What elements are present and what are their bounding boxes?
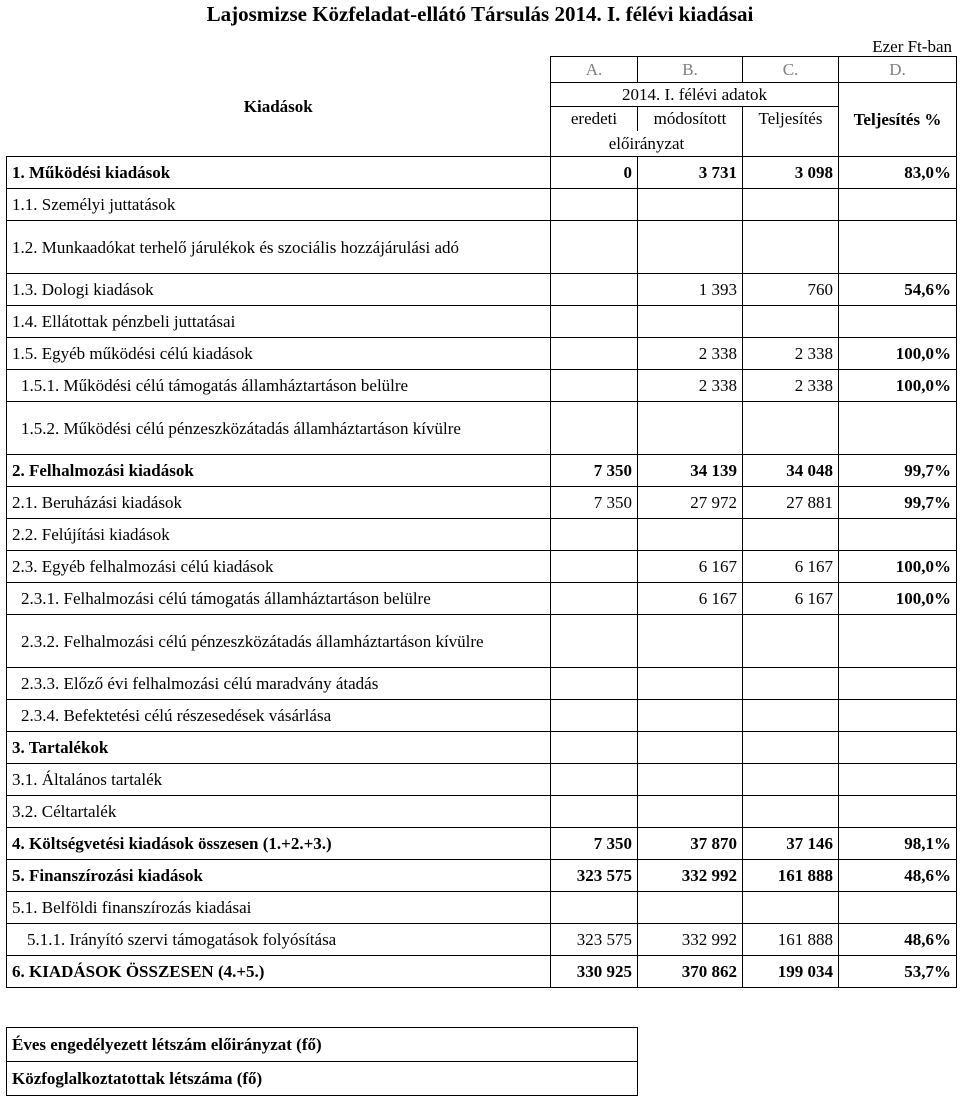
cell-modositott: 332 992: [638, 924, 743, 956]
header-letter-d: D.: [839, 57, 957, 83]
cell-modositott: [638, 402, 743, 455]
cell-teljesites: 161 888: [743, 860, 839, 892]
table-row: [7, 221, 957, 274]
cell-modositott: [638, 892, 743, 924]
table-row: [7, 487, 957, 519]
table-row: [7, 796, 957, 828]
table-row: [7, 455, 957, 487]
cell-modositott: [638, 732, 743, 764]
header-eredeti: eredeti: [551, 107, 638, 131]
cell-teljesites: [743, 668, 839, 700]
table-row: [7, 860, 957, 892]
header-eloiranyzat: előirányzat: [551, 131, 743, 157]
cell-teljesites-pct: [839, 221, 957, 274]
cell-modositott: 3 731: [638, 157, 743, 189]
cell-modositott: 2 338: [638, 370, 743, 402]
cell-modositott: [638, 519, 743, 551]
cell-teljesites: 2 338: [743, 370, 839, 402]
cell-teljesites-pct: 100,0%: [839, 370, 957, 402]
row-label: 2.3.2. Felhalmozási célú pénzeszközátadás államháztartáson kívülre: [7, 615, 551, 668]
cell-teljesites-pct: [839, 189, 957, 221]
cell-eredeti: [551, 221, 638, 274]
cell-eredeti: [551, 551, 638, 583]
cell-teljesites: 6 167: [743, 583, 839, 615]
cell-eredeti: [551, 700, 638, 732]
table-row: [7, 274, 957, 306]
cell-teljesites-pct: 100,0%: [839, 551, 957, 583]
cell-teljesites: [743, 796, 839, 828]
row-label: 1. Működési kiadások: [7, 157, 551, 189]
cell-teljesites-pct: [839, 519, 957, 551]
row-label: 4. Költségvetési kiadások összesen (1.+2.+3.): [7, 828, 551, 860]
cell-teljesites-pct: [839, 306, 957, 338]
cell-modositott: 34 139: [638, 455, 743, 487]
cell-teljesites: [743, 221, 839, 274]
table-row: [7, 402, 957, 455]
cell-modositott: [638, 796, 743, 828]
cell-modositott: [638, 189, 743, 221]
cell-teljesites: 34 048: [743, 455, 839, 487]
cell-teljesites-pct: 100,0%: [839, 338, 957, 370]
table-row: [7, 668, 957, 700]
row-label: 6. KIADÁSOK ÖSSZESEN (4.+5.): [7, 956, 551, 988]
cell-modositott: 27 972: [638, 487, 743, 519]
row-label: 3.2. Céltartalék: [7, 796, 551, 828]
row-label: 1.5.2. Működési célú pénzeszközátadás államháztartáson kívülre: [7, 402, 551, 455]
cell-eredeti: [551, 764, 638, 796]
cell-teljesites: 760: [743, 274, 839, 306]
cell-teljesites: [743, 892, 839, 924]
row-label: 2.3.4. Befektetési célú részesedések vásárlása: [7, 700, 551, 732]
header-empty: [743, 131, 839, 157]
table-row: [7, 370, 957, 402]
cell-eredeti: 7 350: [551, 455, 638, 487]
cell-teljesites: [743, 402, 839, 455]
cell-teljesites-pct: 98,1%: [839, 828, 957, 860]
row-label: 2. Felhalmozási kiadások: [7, 455, 551, 487]
cell-teljesites-pct: 99,7%: [839, 455, 957, 487]
cell-teljesites-pct: 53,7%: [839, 956, 957, 988]
table-row: [7, 764, 957, 796]
header-letter-c: C.: [743, 57, 839, 83]
cell-eredeti: [551, 338, 638, 370]
cell-eredeti: [551, 519, 638, 551]
cell-eredeti: [551, 668, 638, 700]
cell-modositott: [638, 615, 743, 668]
cell-teljesites: [743, 764, 839, 796]
table-body: [7, 157, 957, 988]
cell-teljesites: [743, 306, 839, 338]
cell-eredeti: [551, 402, 638, 455]
cell-teljesites-pct: 54,6%: [839, 274, 957, 306]
cell-eredeti: [551, 370, 638, 402]
table-row: [7, 551, 957, 583]
cell-modositott: 370 862: [638, 956, 743, 988]
cell-teljesites-pct: [839, 700, 957, 732]
cell-teljesites-pct: [839, 732, 957, 764]
headcount-plan-label: Éves engedélyezett létszám előirányzat (fő): [7, 1028, 638, 1062]
table-row: [7, 700, 957, 732]
cell-teljesites: [743, 732, 839, 764]
cell-modositott: [638, 306, 743, 338]
cell-teljesites: 199 034: [743, 956, 839, 988]
row-label: 1.4. Ellátottak pénzbeli juttatásai: [7, 306, 551, 338]
table-row: [7, 519, 957, 551]
cell-teljesites-pct: 48,6%: [839, 924, 957, 956]
page-title: Lajosmizse Közfeladat-ellátó Társulás 2014. I. félévi kiadásai: [206, 2, 754, 26]
cell-teljesites-pct: 99,7%: [839, 487, 957, 519]
cell-eredeti: [551, 615, 638, 668]
table-row: [7, 924, 957, 956]
headcount-table: [6, 1027, 638, 1096]
row-label: 2.2. Felújítási kiadások: [7, 519, 551, 551]
cell-eredeti: [551, 796, 638, 828]
header-teljesites-pct: Teljesítés %: [839, 83, 957, 157]
cell-teljesites-pct: [839, 402, 957, 455]
cell-teljesites-pct: 48,6%: [839, 860, 957, 892]
row-label: 5.1.1. Irányító szervi támogatások folyósítása: [7, 924, 551, 956]
cell-teljesites: 6 167: [743, 551, 839, 583]
table-header: [7, 57, 957, 157]
header-modositott: módosított: [638, 107, 743, 131]
table-row: [7, 732, 957, 764]
cell-teljesites-pct: 83,0%: [839, 157, 957, 189]
cell-eredeti: 330 925: [551, 956, 638, 988]
cell-modositott: 2 338: [638, 338, 743, 370]
cell-teljesites: [743, 700, 839, 732]
header-letter-b: B.: [638, 57, 743, 83]
cell-eredeti: [551, 189, 638, 221]
cell-eredeti: 323 575: [551, 924, 638, 956]
cell-teljesites: 27 881: [743, 487, 839, 519]
row-label: 5. Finanszírozási kiadások: [7, 860, 551, 892]
cell-eredeti: 7 350: [551, 487, 638, 519]
cell-teljesites: [743, 189, 839, 221]
row-label: 1.5.1. Működési célú támogatás államháztartáson belülre: [7, 370, 551, 402]
table-row: [7, 615, 957, 668]
row-label: 3. Tartalékok: [7, 732, 551, 764]
row-label: 2.1. Beruházási kiadások: [7, 487, 551, 519]
header-letter-a: A.: [551, 57, 638, 83]
table-row: [7, 157, 957, 189]
cell-eredeti: [551, 583, 638, 615]
cell-eredeti: [551, 892, 638, 924]
cell-teljesites: 37 146: [743, 828, 839, 860]
cell-eredeti: [551, 306, 638, 338]
cell-teljesites-pct: [839, 615, 957, 668]
cell-eredeti: 7 350: [551, 828, 638, 860]
cell-teljesites-pct: [839, 668, 957, 700]
row-label: 5.1. Belföldi finanszírozás kiadásai: [7, 892, 551, 924]
row-label: 3.1. Általános tartalék: [7, 764, 551, 796]
table-row: [7, 828, 957, 860]
cell-teljesites-pct: [839, 796, 957, 828]
cell-teljesites: 161 888: [743, 924, 839, 956]
cell-modositott: 6 167: [638, 551, 743, 583]
table-row: [7, 583, 957, 615]
cell-modositott: [638, 221, 743, 274]
cell-modositott: [638, 700, 743, 732]
row-label: 2.3.1. Felhalmozási célú támogatás államháztartáson belülre: [7, 583, 551, 615]
cell-eredeti: 323 575: [551, 860, 638, 892]
header-period: 2014. I. félévi adatok: [551, 83, 839, 107]
cell-modositott: 332 992: [638, 860, 743, 892]
cell-teljesites: [743, 615, 839, 668]
header-kiadasok: Kiadások: [7, 57, 551, 157]
cell-teljesites: 2 338: [743, 338, 839, 370]
table-row: [7, 956, 957, 988]
table-row: [7, 189, 957, 221]
cell-eredeti: [551, 732, 638, 764]
row-label: 1.2. Munkaadókat terhelő járulékok és szociális hozzájárulási adó: [7, 221, 551, 274]
cell-modositott: [638, 668, 743, 700]
cell-teljesites-pct: [839, 892, 957, 924]
cell-eredeti: 0: [551, 157, 638, 189]
row-label: 2.3.3. Előző évi felhalmozási célú maradvány átadás: [7, 668, 551, 700]
cell-modositott: 1 393: [638, 274, 743, 306]
row-label: 1.1. Személyi juttatások: [7, 189, 551, 221]
unit-label: Ezer Ft-ban: [872, 37, 952, 56]
cell-modositott: 6 167: [638, 583, 743, 615]
cell-teljesites-pct: [839, 764, 957, 796]
row-label: 1.5. Egyéb működési célú kiadások: [7, 338, 551, 370]
row-label: 2.3. Egyéb felhalmozási célú kiadások: [7, 551, 551, 583]
header-teljesites: Teljesítés: [743, 107, 839, 131]
cell-teljesites: [743, 519, 839, 551]
cell-teljesites-pct: 100,0%: [839, 583, 957, 615]
cell-modositott: 37 870: [638, 828, 743, 860]
table-row: [7, 338, 957, 370]
cell-teljesites: 3 098: [743, 157, 839, 189]
cell-modositott: [638, 764, 743, 796]
table-row: [7, 892, 957, 924]
row-label: 1.3. Dologi kiadások: [7, 274, 551, 306]
table-row: [7, 306, 957, 338]
expenditure-table: [6, 56, 957, 988]
public-workers-label: Közfoglalkoztatottak létszáma (fő): [7, 1062, 638, 1096]
cell-eredeti: [551, 274, 638, 306]
